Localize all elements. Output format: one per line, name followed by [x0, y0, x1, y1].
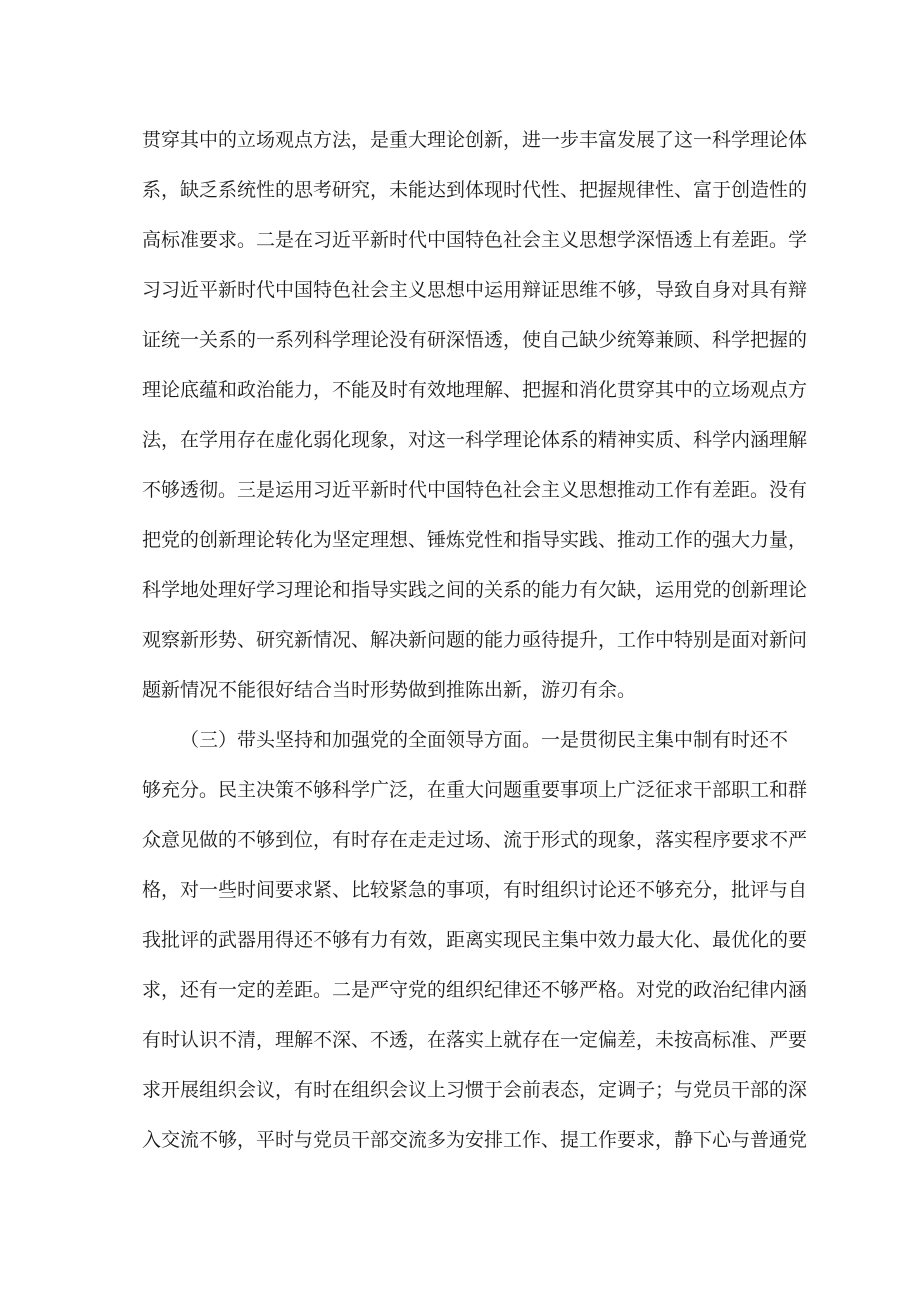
text-line: 够充分。民主决策不够科学广泛，在重大问题重要事项上广泛征求干部职工和群 — [142, 779, 808, 801]
text-line: 贯穿其中的立场观点方法，是重大理论创新，进一步丰富发展了这一科学理论体 — [142, 129, 808, 151]
text-line: 格，对一些时间要求紧、比较紧急的事项，有时组织讨论还不够充分，批评与自 — [142, 879, 808, 901]
text-line: 高标准要求。二是在习近平新时代中国特色社会主义思想学深悟透上有差距。学 — [142, 229, 808, 251]
text-line: 观察新形势、研究新情况、解决新问题的能力亟待提升，工作中特别是面对新问 — [142, 629, 808, 651]
text-line: 习习近平新时代中国特色社会主义思想中运用辩证思维不够，导致自身对具有辩 — [142, 279, 808, 301]
text-line: 题新情况不能很好结合当时形势做到推陈出新，游刃有余。 — [142, 679, 637, 701]
section-heading-line: （三）带头坚持和加强党的全面领导方面。一是贯彻民主集中制有时还不 — [180, 729, 789, 751]
text-line: 把党的创新理论转化为坚定理想、锤炼党性和指导实践、推动工作的强大力量， — [142, 529, 808, 551]
text-line: 众意见做的不够到位，有时存在走走过场、流于形式的现象，落实程序要求不严 — [142, 829, 808, 851]
text-line: 有时认识不清，理解不深、不透，在落实上就存在一定偏差，未按高标准、严要 — [142, 1029, 808, 1051]
text-line: 法，在学用存在虚化弱化现象，对这一科学理论体系的精神实质、科学内涵理解 — [142, 429, 808, 451]
text-line: 求开展组织会议，有时在组织会议上习惯于会前表态，定调子；与党员干部的深 — [142, 1079, 808, 1101]
text-line: 科学地处理好学习理论和指导实践之间的关系的能力有欠缺，运用党的创新理论 — [142, 579, 808, 601]
text-line: 我批评的武器用得还不够有力有效，距离实现民主集中效力最大化、最优化的要 — [142, 929, 808, 951]
text-line: 证统一关系的一系列科学理论没有研深悟透，使自己缺少统筹兼顾、科学把握的 — [142, 329, 808, 351]
text-line: 系，缺乏系统性的思考研究，未能达到体现时代性、把握规律性、富于创造性的 — [142, 179, 808, 201]
text-line: 求，还有一定的差距。二是严守党的组织纪律还不够严格。对党的政治纪律内涵 — [142, 979, 808, 1001]
text-line: 入交流不够，平时与党员干部交流多为安排工作、提工作要求，静下心与普通党 — [142, 1129, 808, 1151]
text-line: 不够透彻。三是运用习近平新时代中国特色社会主义思想推动工作有差距。没有 — [142, 479, 808, 501]
text-line: 理论底蕴和政治能力，不能及时有效地理解、把握和消化贯穿其中的立场观点方 — [142, 379, 808, 401]
